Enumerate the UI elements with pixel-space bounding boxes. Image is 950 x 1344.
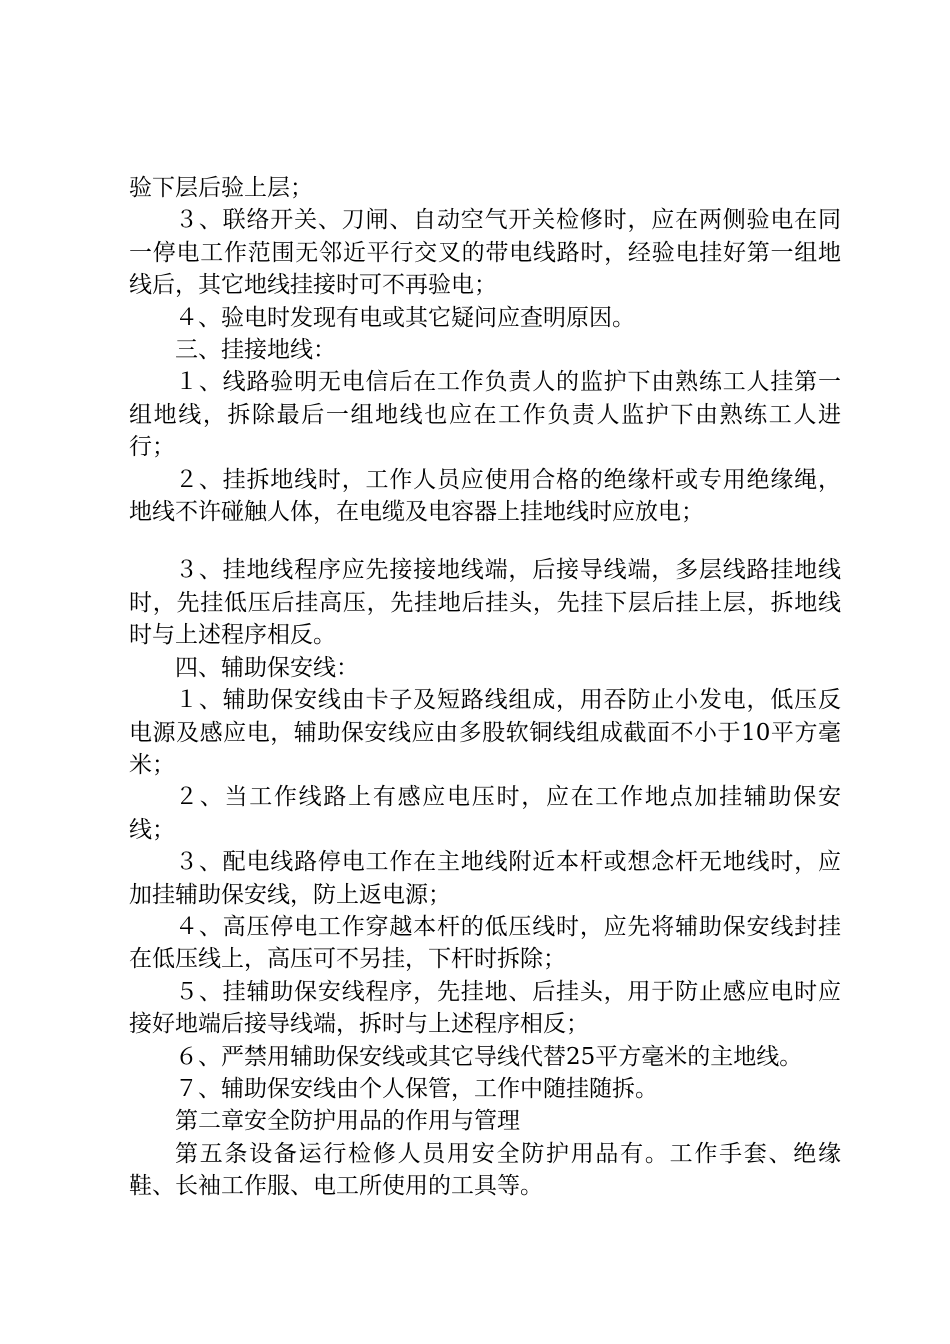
paragraph: １、辅助保安线由卡子及短路线组成，用吞防止小发电，低压反电源及感应电，辅助保安线应由多股软铜线组成截面不小于10平方毫米； <box>129 687 841 778</box>
paragraph: ３、配电线路停电工作在主地线附近本杆或想念杆无地线时，应加挂辅助保安线，防上返电源； <box>129 849 841 908</box>
paragraph: ２、挂拆地线时，工作人员应使用合格的绝缘杆或专用绝缘绳，地线不许碰触人体，在电缆及电容器上挂地线时应放电； <box>129 466 841 526</box>
paragraph: ４、高压停电工作穿越本杆的低压线时，应先将辅助保安线封挂在低压线上，高压可不另挂，下杆时拆除； <box>129 913 841 973</box>
paragraph: ６、严禁用辅助保安线或其它导线代替25平方毫米的主地线。 <box>175 1043 803 1070</box>
document-body <box>129 172 841 1203</box>
paragraph: ７、辅助保安线由个人保管，工作中随挂随拆。 <box>175 1075 658 1102</box>
paragraph: ４、验电时发现有电或其它疑问应查明原因。 <box>175 304 635 331</box>
paragraph: ３、联络开关、刀闸、自动空气开关检修时，应在两侧验电在同一停电工作范围无邻近平行交叉的带电线路时，经验电挂好第一组地线后，其它地线挂接时可不再验电； <box>129 207 841 299</box>
paragraph: ２、当工作线路上有感应电压时，应在工作地点加挂辅助保安线； <box>129 784 841 843</box>
paragraph: 验下层后验上层； <box>129 175 313 201</box>
section-heading: 四、辅助保安线： <box>175 654 359 681</box>
section-heading: 三、挂接地线： <box>175 337 336 364</box>
chapter-heading: 第二章安全防护用品的作用与管理 <box>175 1108 520 1135</box>
blank-line <box>129 528 841 554</box>
paragraph: ３、挂地线程序应先接接地线端，后接导线端，多层线路挂地线时，先挂低压后挂高压，先挂地后挂头，先挂下层后挂上层，拆地线时与上述程序相反。 <box>129 557 841 649</box>
paragraph: ５、挂辅助保安线程序，先挂地、后挂头，用于防止感应电时应接好地端后接导线端，拆时与上述程序相反； <box>129 978 841 1038</box>
paragraph: １、线路验明无电信后在工作负责人的监护下由熟练工人挂第一组地线，拆除最后一组地线也应在工作负责人监护下由熟练工人进行； <box>129 369 841 461</box>
paragraph: 第五条设备运行检修人员用安全防护用品有。工作手套、绝缘鞋、长袖工作服、电工所使用的工具等。 <box>129 1140 841 1200</box>
